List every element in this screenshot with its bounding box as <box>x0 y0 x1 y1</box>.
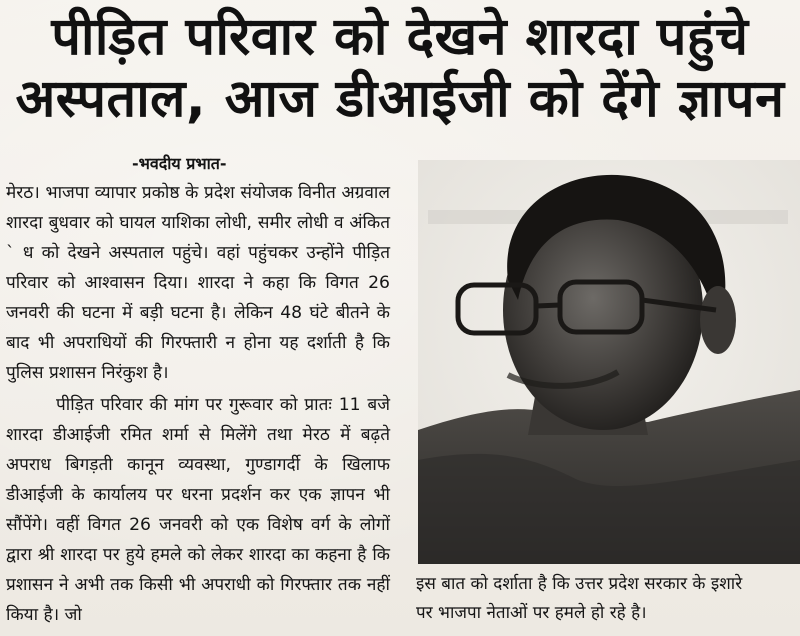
headline <box>0 6 800 130</box>
headline-line-1: पीड़ित परिवार को देखने शारदा पहुंचे <box>51 7 749 67</box>
paragraph: मेरठ। भाजपा व्यापार प्रकोष्ठ के प्रदेश संयोजक विनीत अग्रवाल शारदा बुधवार को घायल याशिका लोधी, समीर लोधी व अंकित ` ध को देखने अस्पताल पहुंचे। वहां पहुंचकर उन्होंने पीड़ित परिवार को आश्वासन दिया। शारदा ने कहा कि विगत 26 जनवरी की घटना में बड़ी घटना है। लेकिन 48 घंटे बीतने के बाद भी अपराधियों की गिरफ्तारी न होना यह दर्शाती है कि पुलिस प्रशासन निरंकुश है। <box>6 183 390 383</box>
headline-line-2: अस्पताल, आज डीआईजी को देंगे ज्ञापन <box>15 69 785 129</box>
caption-line-1: इस बात को दर्शाता है कि उत्तर प्रदेश सरकार के इशारे <box>416 574 743 594</box>
paragraph: पीड़ित परिवार की मांग पर गुरूवार को प्रातः 11 बजे शारदा डीआईजी रमित शर्मा से मिलेंगे तथा मेरठ में बढ़ते अपराध बिगड़ती कानून व्यवस्था, गुण्डागर्दी के खिलाफ डीआईजी के कार्यालय पर धरना प्रदर्शन कर एक ज्ञापन भी सौंपेंगे। वहीं विगत 26 जनवरी को एक विशेष वर्ग के लोगों द्वारा श्री शारदा पर हुये हमले को लेकर शारदा का कहना है कि प्रशासन ने अभी तक किसी भी अपराधी को गिरफ्तार तक नहीं किया है। जो <box>6 395 390 625</box>
portrait-photo <box>418 160 800 564</box>
article-body <box>6 178 390 630</box>
caption-line-2: पर भाजपा नेताओं पर हमले हो रहे है। <box>416 603 647 623</box>
portrait-image <box>418 160 800 564</box>
byline: -भवदीय प्रभात- <box>132 154 227 173</box>
photo-caption <box>416 570 800 628</box>
